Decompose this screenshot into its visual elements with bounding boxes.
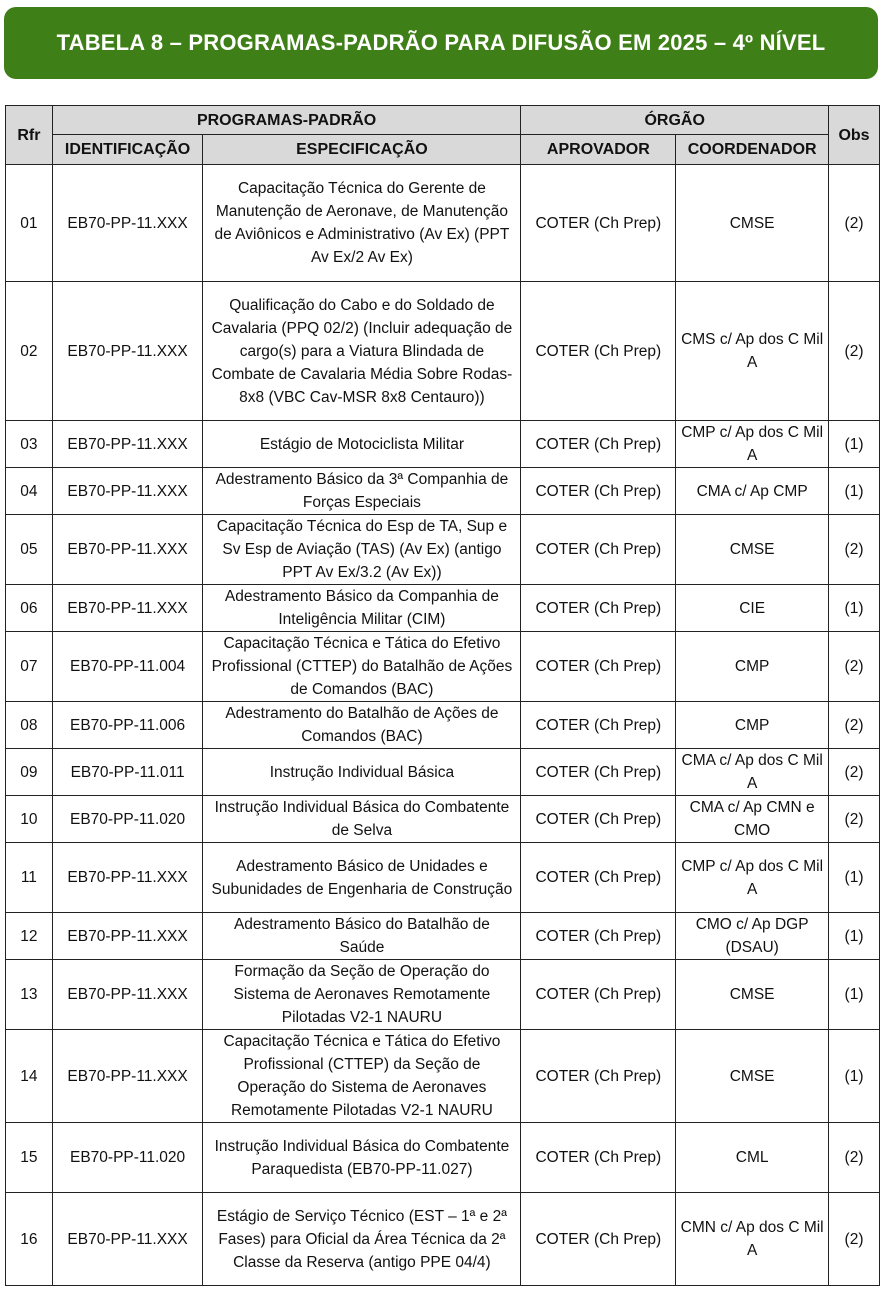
cell-coordenador: CMS c/ Ap dos C Mil A: [676, 282, 829, 421]
header-orgao: ÓRGÃO: [521, 106, 829, 135]
cell-rfr: 11: [6, 843, 53, 913]
table-row: [6, 468, 880, 515]
cell-identificacao: EB70-PP-11.XXX: [52, 468, 203, 515]
cell-identificacao: EB70-PP-11.XXX: [52, 843, 203, 913]
cell-rfr: 15: [6, 1123, 53, 1193]
cell-especificacao: Estágio de Serviço Técnico (EST – 1ª e 2ª Fases) para Oficial da Área Técnica da 2ª Classe da Reserva (antigo PPE 04/4): [203, 1193, 521, 1286]
table-body: [6, 165, 880, 1286]
table-title: TABELA 8 – PROGRAMAS-PADRÃO PARA DIFUSÃO EM 2025 – 4º NÍVEL: [56, 30, 826, 55]
cell-aprovador: COTER (Ch Prep): [521, 843, 676, 913]
cell-rfr: 13: [6, 960, 53, 1030]
cell-identificacao: EB70-PP-11.XXX: [52, 1193, 203, 1286]
cell-aprovador: COTER (Ch Prep): [521, 1030, 676, 1123]
table-row: [6, 421, 880, 468]
cell-rfr: 02: [6, 282, 53, 421]
cell-rfr: 04: [6, 468, 53, 515]
cell-obs: (2): [829, 1123, 880, 1193]
cell-aprovador: COTER (Ch Prep): [521, 1193, 676, 1286]
cell-especificacao: Instrução Individual Básica: [203, 749, 521, 796]
cell-aprovador: COTER (Ch Prep): [521, 702, 676, 749]
table-row: [6, 165, 880, 282]
cell-aprovador: COTER (Ch Prep): [521, 1123, 676, 1193]
cell-especificacao: Adestramento Básico da Companhia de Inteligência Militar (CIM): [203, 585, 521, 632]
cell-rfr: 01: [6, 165, 53, 282]
cell-rfr: 06: [6, 585, 53, 632]
cell-coordenador: CMA c/ Ap CMN e CMO: [676, 796, 829, 843]
cell-aprovador: COTER (Ch Prep): [521, 632, 676, 702]
cell-aprovador: COTER (Ch Prep): [521, 749, 676, 796]
cell-rfr: 03: [6, 421, 53, 468]
table-row: [6, 843, 880, 913]
cell-obs: (2): [829, 796, 880, 843]
cell-identificacao: EB70-PP-11.XXX: [52, 421, 203, 468]
cell-identificacao: EB70-PP-11.XXX: [52, 165, 203, 282]
cell-obs: (1): [829, 585, 880, 632]
cell-especificacao: Formação da Seção de Operação do Sistema de Aeronaves Remotamente Pilotadas V2-1 NAURU: [203, 960, 521, 1030]
cell-coordenador: CMP c/ Ap dos C Mil A: [676, 421, 829, 468]
cell-coordenador: CIE: [676, 585, 829, 632]
cell-rfr: 14: [6, 1030, 53, 1123]
table-row: [6, 702, 880, 749]
cell-aprovador: COTER (Ch Prep): [521, 165, 676, 282]
header-coordenador: COORDENADOR: [676, 135, 829, 165]
cell-especificacao: Instrução Individual Básica do Combatente Paraquedista (EB70-PP-11.027): [203, 1123, 521, 1193]
header-aprovador: APROVADOR: [521, 135, 676, 165]
cell-aprovador: COTER (Ch Prep): [521, 515, 676, 585]
cell-rfr: 05: [6, 515, 53, 585]
cell-coordenador: CMP: [676, 702, 829, 749]
cell-coordenador: CML: [676, 1123, 829, 1193]
cell-obs: (1): [829, 421, 880, 468]
cell-coordenador: CMP c/ Ap dos C Mil A: [676, 843, 829, 913]
cell-obs: (2): [829, 632, 880, 702]
table-row: [6, 1123, 880, 1193]
cell-rfr: 07: [6, 632, 53, 702]
cell-identificacao: EB70-PP-11.XXX: [52, 282, 203, 421]
cell-identificacao: EB70-PP-11.XXX: [52, 585, 203, 632]
cell-identificacao: EB70-PP-11.XXX: [52, 515, 203, 585]
cell-especificacao: Instrução Individual Básica do Combatente de Selva: [203, 796, 521, 843]
cell-coordenador: CMO c/ Ap DGP (DSAU): [676, 913, 829, 960]
table-row: [6, 515, 880, 585]
cell-coordenador: CMSE: [676, 515, 829, 585]
header-programas: PROGRAMAS-PADRÃO: [52, 106, 521, 135]
cell-especificacao: Adestramento do Batalhão de Ações de Comandos (BAC): [203, 702, 521, 749]
cell-coordenador: CMSE: [676, 165, 829, 282]
cell-especificacao: Adestramento Básico de Unidades e Subunidades de Engenharia de Construção: [203, 843, 521, 913]
cell-aprovador: COTER (Ch Prep): [521, 468, 676, 515]
cell-aprovador: COTER (Ch Prep): [521, 282, 676, 421]
table-row: [6, 960, 880, 1030]
cell-rfr: 12: [6, 913, 53, 960]
cell-coordenador: CMSE: [676, 960, 829, 1030]
table-row: [6, 585, 880, 632]
cell-identificacao: EB70-PP-11.XXX: [52, 960, 203, 1030]
cell-especificacao: Adestramento Básico da 3ª Companhia de Forças Especiais: [203, 468, 521, 515]
table-row: [6, 1193, 880, 1286]
cell-obs: (1): [829, 1030, 880, 1123]
cell-especificacao: Capacitação Técnica e Tática do Efetivo Profissional (CTTEP) da Seção de Operação do Sistema de Aeronaves Remotamente Pilotadas V2-1 NAURU: [203, 1030, 521, 1123]
cell-rfr: 09: [6, 749, 53, 796]
cell-identificacao: EB70-PP-11.XXX: [52, 1030, 203, 1123]
cell-coordenador: CMN c/ Ap dos C Mil A: [676, 1193, 829, 1286]
cell-aprovador: COTER (Ch Prep): [521, 585, 676, 632]
cell-especificacao: Capacitação Técnica e Tática do Efetivo Profissional (CTTEP) do Batalhão de Ações de Comandos (BAC): [203, 632, 521, 702]
cell-coordenador: CMP: [676, 632, 829, 702]
cell-identificacao: EB70-PP-11.011: [52, 749, 203, 796]
cell-rfr: 16: [6, 1193, 53, 1286]
cell-identificacao: EB70-PP-11.006: [52, 702, 203, 749]
table-row: [6, 749, 880, 796]
cell-obs: (1): [829, 960, 880, 1030]
cell-especificacao: Estágio de Motociclista Militar: [203, 421, 521, 468]
cell-coordenador: CMA c/ Ap dos C Mil A: [676, 749, 829, 796]
cell-aprovador: COTER (Ch Prep): [521, 421, 676, 468]
table-row: [6, 632, 880, 702]
cell-identificacao: EB70-PP-11.020: [52, 796, 203, 843]
cell-coordenador: CMA c/ Ap CMP: [676, 468, 829, 515]
title-banner: [4, 7, 878, 79]
cell-aprovador: COTER (Ch Prep): [521, 796, 676, 843]
programs-table: [5, 105, 880, 1286]
cell-obs: (2): [829, 749, 880, 796]
cell-obs: (2): [829, 1193, 880, 1286]
cell-obs: (2): [829, 515, 880, 585]
cell-obs: (2): [829, 702, 880, 749]
table-row: [6, 796, 880, 843]
cell-identificacao: EB70-PP-11.XXX: [52, 913, 203, 960]
cell-obs: (1): [829, 468, 880, 515]
header-obs: Obs: [829, 106, 880, 165]
cell-rfr: 10: [6, 796, 53, 843]
table-row: [6, 1030, 880, 1123]
header-identificacao: IDENTIFICAÇÃO: [52, 135, 203, 165]
cell-obs: (1): [829, 913, 880, 960]
cell-obs: (2): [829, 165, 880, 282]
cell-identificacao: EB70-PP-11.020: [52, 1123, 203, 1193]
cell-identificacao: EB70-PP-11.004: [52, 632, 203, 702]
cell-coordenador: CMSE: [676, 1030, 829, 1123]
cell-especificacao: Capacitação Técnica do Esp de TA, Sup e Sv Esp de Aviação (TAS) (Av Ex) (antigo PPT Av Ex/3.2 (Av Ex)): [203, 515, 521, 585]
table-row: [6, 913, 880, 960]
cell-aprovador: COTER (Ch Prep): [521, 913, 676, 960]
cell-obs: (1): [829, 843, 880, 913]
cell-especificacao: Capacitação Técnica do Gerente de Manutenção de Aeronave, de Manutenção de Aviônicos e Administrativo (Av Ex) (PPT Av Ex/2 Av Ex): [203, 165, 521, 282]
header-especificacao: ESPECIFICAÇÃO: [203, 135, 521, 165]
cell-especificacao: Qualificação do Cabo e do Soldado de Cavalaria (PPQ 02/2) (Incluir adequação de cargo(s) para a Viatura Blindada de Combate de Cavalaria Média Sobre Rodas-8x8 (VBC Cav-MSR 8x8 Centauro)): [203, 282, 521, 421]
cell-especificacao: Adestramento Básico do Batalhão de Saúde: [203, 913, 521, 960]
header-rfr: Rfr: [6, 106, 53, 165]
cell-aprovador: COTER (Ch Prep): [521, 960, 676, 1030]
table-row: [6, 282, 880, 421]
cell-rfr: 08: [6, 702, 53, 749]
cell-obs: (2): [829, 282, 880, 421]
